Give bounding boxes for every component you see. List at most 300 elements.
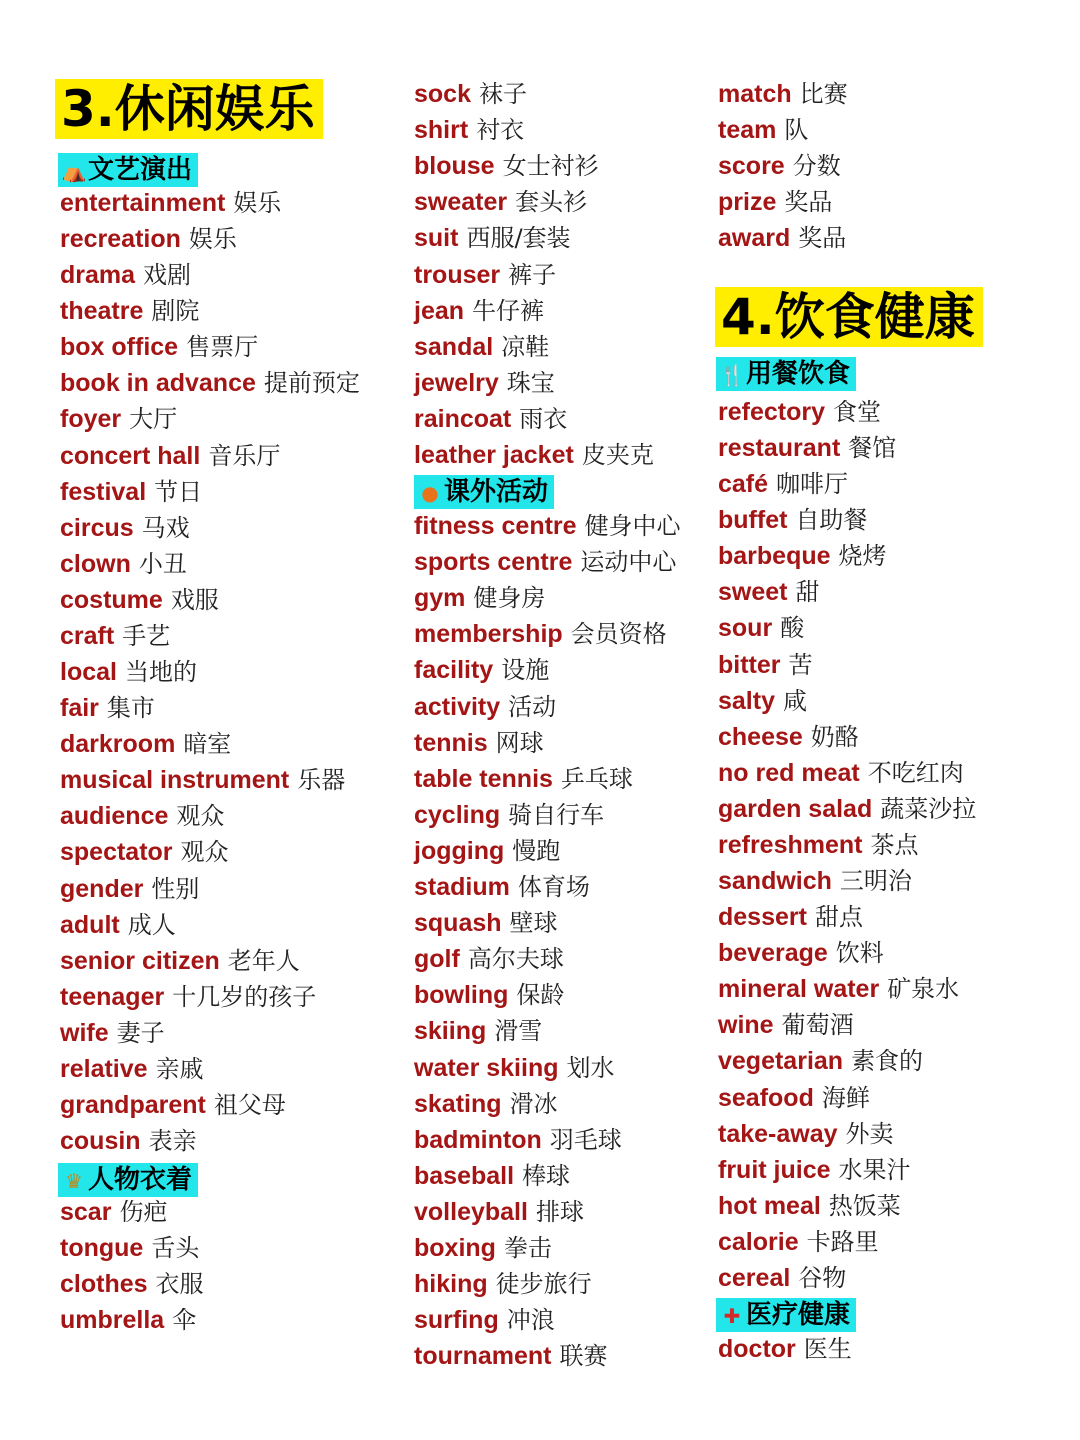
chinese-meaning: 健身中心: [584, 512, 681, 540]
chinese-meaning: 不吃红肉: [867, 758, 964, 787]
english-word: sock: [414, 80, 471, 108]
circus-tent-icon: ⛺: [61, 159, 87, 183]
vocab-entry: [718, 830, 919, 860]
english-word: recreation: [60, 225, 181, 254]
vocab-entry: [60, 549, 187, 579]
chinese-meaning: 奶酪: [810, 722, 859, 751]
chinese-meaning: 伞: [172, 1306, 197, 1334]
english-word: grandparent: [60, 1091, 206, 1119]
vocab-entry: [414, 800, 604, 830]
vocab-entry: [414, 908, 558, 938]
chinese-meaning: 提前预定: [263, 369, 360, 398]
english-word: hiking: [414, 1270, 488, 1299]
chinese-meaning: 比赛: [799, 80, 848, 108]
english-word: garden salad: [718, 794, 873, 823]
english-word: dessert: [718, 903, 807, 932]
vocab-entry: [414, 1053, 615, 1083]
chinese-meaning: 观众: [180, 838, 229, 867]
vocab-entry: [718, 1155, 911, 1185]
english-word: musical instrument: [60, 766, 290, 795]
chinese-meaning: 设施: [501, 656, 550, 685]
english-word: bowling: [414, 981, 509, 1010]
subheading-activity: ● 课外活动: [414, 475, 554, 509]
english-word: take-away: [718, 1119, 838, 1148]
vocab-entry: [60, 477, 202, 507]
english-word: cycling: [414, 800, 501, 829]
chinese-meaning: 戏服: [170, 585, 219, 614]
section-title-leisure: 3.休闲娱乐: [55, 79, 323, 139]
chinese-meaning: 珠宝: [506, 368, 555, 397]
chinese-meaning: 饮料: [835, 939, 884, 968]
vocab-entry: [718, 223, 846, 253]
chinese-meaning: 水果汁: [838, 1155, 911, 1184]
vocab-entry: [718, 577, 819, 607]
chinese-meaning: 节日: [154, 477, 203, 506]
vocab-entry: [718, 902, 863, 932]
english-word: activity: [414, 692, 501, 721]
chinese-meaning: 妻子: [116, 1018, 165, 1047]
vocab-entry: [60, 1018, 165, 1048]
chinese-meaning: 排球: [535, 1197, 584, 1226]
chinese-meaning: 烧烤: [838, 542, 887, 571]
vocab-entry: [414, 440, 654, 470]
english-word: salty: [718, 686, 775, 715]
english-word: scar: [60, 1198, 112, 1226]
chinese-meaning: 袜子: [478, 80, 527, 108]
vocab-entry: [414, 332, 549, 362]
vocab-entry: [414, 547, 676, 577]
english-word: leather jacket: [414, 441, 574, 469]
vocab-entry: [718, 505, 867, 535]
chinese-meaning: 苦: [788, 650, 813, 679]
english-word: match: [718, 80, 792, 108]
chinese-meaning: 牛仔裤: [472, 296, 545, 325]
english-word: sports centre: [414, 548, 573, 577]
english-word: surfing: [414, 1306, 499, 1335]
english-word: jogging: [414, 836, 505, 865]
chinese-meaning: 戏剧: [143, 261, 192, 290]
english-word: membership: [414, 620, 563, 649]
vocab-entry: [60, 621, 170, 651]
chinese-meaning: 蔬菜沙拉: [880, 794, 977, 823]
vocab-entry: [718, 974, 959, 1004]
english-word: fitness centre: [414, 512, 577, 540]
vocab-entry: [414, 296, 544, 326]
english-word: relative: [60, 1054, 148, 1083]
chinese-meaning: 观众: [176, 802, 225, 831]
english-word: clothes: [60, 1270, 148, 1298]
english-word: seafood: [718, 1083, 814, 1112]
vocab-entry: [414, 872, 590, 902]
english-word: audience: [60, 802, 169, 831]
chinese-meaning: 冲浪: [506, 1306, 555, 1335]
english-word: concert hall: [60, 441, 201, 470]
english-word: sandal: [414, 332, 494, 361]
vocab-entry: [718, 469, 848, 499]
chinese-meaning: 活动: [508, 692, 557, 721]
english-word: water skiing: [414, 1053, 559, 1082]
vocab-entry: [60, 1269, 204, 1299]
chinese-meaning: 咸: [782, 686, 807, 715]
vocab-entry: [60, 260, 191, 290]
vocab-entry: [718, 79, 848, 109]
chinese-meaning: 网球: [495, 728, 544, 757]
english-word: wife: [60, 1018, 109, 1047]
chinese-meaning: 甜: [795, 578, 820, 607]
english-word: festival: [60, 477, 147, 506]
english-word: fair: [60, 694, 99, 723]
basketball-icon: ●: [421, 481, 439, 505]
chinese-meaning: 伤疤: [119, 1198, 168, 1226]
vocab-entry: [60, 296, 199, 326]
vocab-entry: [60, 368, 360, 398]
chinese-meaning: 会员资格: [570, 620, 667, 649]
english-word: trouser: [414, 260, 501, 289]
vocab-entry: [414, 115, 524, 145]
vocab-entry: [414, 1016, 542, 1046]
english-word: volleyball: [414, 1197, 528, 1226]
english-word: wine: [718, 1011, 774, 1040]
vocab-entry: [414, 980, 564, 1010]
english-word: vegetarian: [718, 1047, 844, 1076]
chinese-meaning: 矿泉水: [887, 975, 960, 1004]
vocab-entry: [414, 1269, 592, 1299]
english-word: skiing: [414, 1017, 487, 1046]
vocab-entry: [414, 151, 599, 181]
english-word: jewelry: [414, 368, 499, 397]
vocab-entry: [718, 541, 887, 571]
english-word: buffet: [718, 506, 788, 535]
vocab-entry: [718, 187, 832, 217]
english-word: cheese: [718, 722, 803, 751]
english-word: spectator: [60, 838, 173, 867]
english-word: award: [718, 224, 791, 252]
english-word: teenager: [60, 982, 165, 1011]
vocab-entry: [60, 874, 199, 904]
vocab-entry: [414, 655, 549, 685]
vocab-entry: [718, 758, 964, 788]
chinese-meaning: 大厅: [129, 405, 178, 434]
chinese-meaning: 拳击: [503, 1234, 552, 1262]
chinese-meaning: 十几岁的孩子: [172, 982, 317, 1011]
chinese-meaning: 奖品: [798, 224, 847, 252]
chinese-meaning: 奖品: [784, 188, 833, 216]
vocab-entry: [60, 441, 280, 471]
english-word: jean: [414, 296, 465, 325]
chinese-meaning: 葡萄酒: [781, 1011, 854, 1040]
english-word: prize: [718, 188, 777, 216]
english-word: sweet: [718, 578, 788, 607]
vocab-entry: [60, 657, 197, 687]
english-word: restaurant: [718, 434, 841, 463]
vocab-entry: [414, 260, 556, 290]
vocab-entry: [60, 765, 345, 795]
chinese-meaning: 剧院: [151, 297, 200, 326]
english-word: table tennis: [414, 764, 553, 793]
chinese-meaning: 皮夹克: [581, 441, 654, 469]
vocab-entry: [414, 368, 555, 398]
english-word: fruit juice: [718, 1155, 831, 1184]
english-word: sweater: [414, 188, 508, 217]
vocab-entry: [60, 332, 258, 362]
english-word: badminton: [414, 1125, 542, 1154]
vocab-entry: [718, 1083, 870, 1113]
vocab-entry: [718, 1191, 901, 1221]
english-word: blouse: [414, 152, 495, 181]
vocab-entry: [60, 585, 219, 615]
chinese-meaning: 体育场: [517, 873, 590, 901]
vocab-entry: [718, 115, 808, 145]
vocab-entry: [414, 511, 681, 541]
english-word: book in advance: [60, 369, 256, 398]
vocab-entry: [414, 728, 544, 758]
chinese-meaning: 运动中心: [580, 548, 677, 577]
english-word: stadium: [414, 873, 510, 901]
chinese-meaning: 壁球: [509, 909, 558, 938]
english-word: suit: [414, 224, 459, 253]
english-word: gym: [414, 584, 466, 613]
chinese-meaning: 衣服: [155, 1270, 204, 1298]
english-word: bitter: [718, 650, 781, 679]
vocab-entry: [414, 1341, 608, 1371]
vocab-entry: [718, 1263, 846, 1293]
chinese-meaning: 女士衬衫: [502, 152, 599, 181]
vocab-entry: [718, 1010, 854, 1040]
english-word: golf: [414, 945, 460, 974]
vocab-entry: [60, 982, 316, 1012]
english-word: craft: [60, 621, 115, 650]
chinese-meaning: 划水: [566, 1053, 615, 1082]
chinese-meaning: 滑雪: [494, 1017, 543, 1046]
chinese-meaning: 慢跑: [512, 836, 561, 865]
chinese-meaning: 卡路里: [806, 1227, 879, 1256]
vocab-entry: [414, 1305, 555, 1335]
english-word: tongue: [60, 1234, 144, 1262]
ambulance-icon: ✚: [723, 1304, 741, 1328]
chinese-meaning: 乐器: [297, 766, 346, 795]
english-word: squash: [414, 909, 502, 938]
english-word: foyer: [60, 405, 122, 434]
vocab-entry: [414, 1125, 622, 1155]
vocab-entry: [60, 1197, 167, 1227]
vocab-entry: [60, 910, 176, 940]
chinese-meaning: 表亲: [148, 1127, 197, 1156]
english-word: team: [718, 116, 777, 144]
chinese-meaning: 队: [784, 116, 809, 144]
vocab-entry: [718, 722, 859, 752]
chinese-meaning: 健身房: [473, 584, 546, 613]
coat-icon: ♛: [65, 1169, 83, 1193]
english-word: senior citizen: [60, 946, 220, 975]
english-word: entertainment: [60, 189, 226, 217]
english-word: cereal: [718, 1263, 791, 1292]
chinese-meaning: 滑冰: [509, 1089, 558, 1118]
chinese-meaning: 食堂: [833, 398, 881, 426]
vocab-entry: [60, 224, 237, 254]
chinese-meaning: 海鲜: [821, 1083, 870, 1112]
english-word: box office: [60, 333, 179, 362]
english-word: adult: [60, 910, 120, 939]
chinese-meaning: 手艺: [122, 621, 171, 650]
english-word: refreshment: [718, 830, 863, 859]
vocab-entry: [718, 650, 813, 680]
vocab-entry: [414, 764, 633, 794]
english-word: raincoat: [414, 404, 512, 433]
chinese-meaning: 售票厅: [186, 333, 259, 362]
vocab-entry: [60, 1090, 286, 1120]
english-word: costume: [60, 585, 163, 614]
english-word: gender: [60, 874, 144, 903]
vocab-entry: [718, 1119, 894, 1149]
subheading-culture: ⛺文艺演出: [58, 153, 198, 187]
vocab-entry: [414, 692, 556, 722]
chinese-meaning: 衬衣: [476, 116, 525, 145]
english-word: doctor: [718, 1335, 796, 1363]
english-word: local: [60, 658, 117, 687]
vocab-entry: [718, 866, 912, 896]
vocab-entry: [414, 187, 587, 217]
subheading-people: ♛ 人物衣着: [58, 1163, 198, 1197]
chinese-meaning: 乒乓球: [560, 764, 633, 793]
vocab-entry: [60, 1054, 204, 1084]
chinese-meaning: 热饭菜: [828, 1191, 901, 1220]
vocab-entry: [60, 729, 231, 759]
vocab-entry: [60, 837, 229, 867]
vocab-entry: [60, 801, 224, 831]
vocab-entry: [718, 1227, 879, 1257]
vocab-entry: [718, 1334, 852, 1364]
english-word: shirt: [414, 116, 469, 145]
chinese-meaning: 亲戚: [155, 1054, 204, 1083]
chinese-meaning: 分数: [792, 152, 841, 180]
vocab-entry: [414, 1233, 552, 1263]
chinese-meaning: 西服/套装: [466, 224, 571, 253]
chinese-meaning: 高尔夫球: [467, 945, 564, 974]
vocab-entry: [718, 686, 807, 716]
chinese-meaning: 小丑: [138, 549, 187, 578]
chinese-meaning: 保龄: [516, 981, 565, 1010]
english-word: tournament: [414, 1342, 552, 1371]
subheading-medical: ✚ 医疗健康: [716, 1298, 856, 1332]
chinese-meaning: 暗室: [183, 730, 232, 759]
english-word: calorie: [718, 1227, 799, 1256]
vocab-entry: [60, 513, 190, 543]
chinese-meaning: 祖父母: [213, 1091, 286, 1119]
chinese-meaning: 咖啡厅: [776, 470, 849, 499]
english-word: cousin: [60, 1127, 141, 1156]
chinese-meaning: 徒步旅行: [495, 1270, 592, 1299]
chinese-meaning: 老年人: [227, 946, 300, 975]
english-word: mineral water: [718, 975, 880, 1004]
vocab-entry: [414, 1197, 584, 1227]
vocab-entry: [718, 938, 884, 968]
chinese-meaning: 棒球: [522, 1161, 571, 1190]
english-word: beverage: [718, 939, 828, 968]
chinese-meaning: 成人: [127, 910, 176, 939]
chinese-meaning: 三明治: [839, 867, 912, 896]
english-word: sandwich: [718, 867, 832, 896]
vocab-entry: [718, 1046, 923, 1076]
vocab-entry: [414, 1161, 570, 1191]
vocab-entry: [60, 946, 300, 976]
chinese-meaning: 音乐厅: [208, 441, 281, 470]
chinese-meaning: 当地的: [124, 658, 197, 687]
chinese-meaning: 联赛: [559, 1342, 608, 1371]
chinese-meaning: 医生: [803, 1335, 852, 1363]
english-word: circus: [60, 513, 134, 542]
vocab-entry: [414, 583, 545, 613]
vocab-entry: [718, 151, 841, 181]
chinese-meaning: 谷物: [798, 1263, 847, 1292]
vocab-entry: [718, 397, 881, 427]
vocab-entry: [414, 1089, 558, 1119]
vocab-entry: [60, 188, 281, 218]
english-word: drama: [60, 261, 136, 290]
chinese-meaning: 舌头: [151, 1234, 200, 1262]
section-title-diet: 4.饮食健康: [715, 287, 983, 347]
vocab-entry: [414, 619, 667, 649]
vocab-entry: [414, 223, 571, 253]
vocab-entry: [60, 1305, 196, 1335]
english-word: score: [718, 152, 785, 180]
chinese-meaning: 茶点: [870, 830, 919, 859]
subheading-dining: 🍴用餐饮食: [716, 357, 856, 391]
english-word: sour: [718, 614, 773, 643]
vocab-entry: [414, 79, 527, 109]
vocab-entry: [60, 693, 155, 723]
vocab-entry: [60, 1233, 199, 1263]
chinese-meaning: 骑自行车: [508, 800, 605, 829]
english-word: no red meat: [718, 758, 860, 787]
chinese-meaning: 羽毛球: [549, 1125, 622, 1154]
english-word: baseball: [414, 1161, 515, 1190]
chinese-meaning: 马戏: [141, 513, 190, 542]
chinese-meaning: 集市: [106, 694, 155, 723]
vocab-entry: [60, 1126, 197, 1156]
english-word: skating: [414, 1089, 502, 1118]
chinese-meaning: 套头衫: [515, 188, 588, 217]
english-word: barbeque: [718, 542, 831, 571]
chinese-meaning: 凉鞋: [501, 332, 550, 361]
vocab-entry: [414, 944, 564, 974]
chinese-meaning: 娱乐: [188, 225, 237, 254]
english-word: theatre: [60, 297, 144, 326]
english-word: tennis: [414, 728, 488, 757]
chinese-meaning: 外卖: [845, 1119, 894, 1148]
english-word: hot meal: [718, 1191, 821, 1220]
english-word: umbrella: [60, 1306, 165, 1334]
chinese-meaning: 餐馆: [848, 434, 897, 463]
chinese-meaning: 裤子: [508, 260, 557, 289]
english-word: boxing: [414, 1234, 496, 1262]
chinese-meaning: 酸: [780, 614, 805, 643]
english-word: café: [718, 470, 769, 499]
english-word: clown: [60, 549, 131, 578]
chinese-meaning: 娱乐: [233, 189, 282, 217]
vocab-entry: [718, 794, 976, 824]
english-word: facility: [414, 656, 494, 685]
chinese-meaning: 甜点: [814, 903, 863, 932]
fork-knife-icon: 🍴: [719, 363, 745, 387]
vocab-entry: [414, 836, 560, 866]
vocab-entry: [60, 404, 177, 434]
chinese-meaning: 自助餐: [795, 506, 868, 535]
vocab-entry: [414, 404, 567, 434]
chinese-meaning: 素食的: [851, 1047, 924, 1076]
vocab-entry: [718, 433, 896, 463]
chinese-meaning: 雨衣: [519, 404, 568, 433]
chinese-meaning: 性别: [151, 874, 200, 903]
